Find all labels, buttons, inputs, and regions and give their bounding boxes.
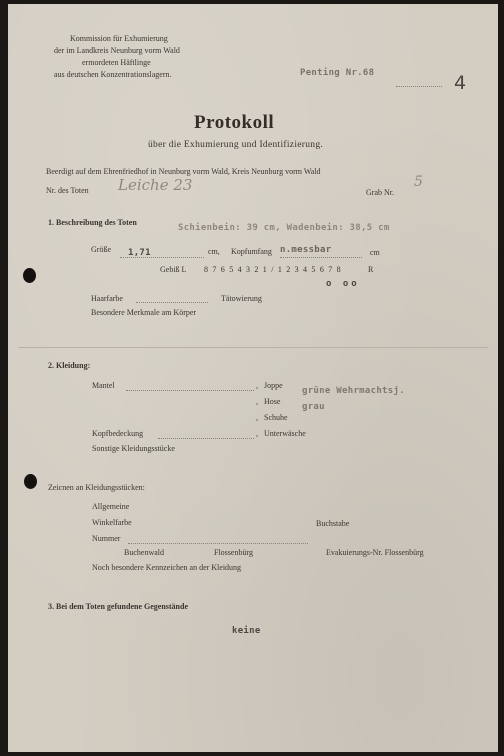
- underwear-label: Unterwäsche: [264, 429, 306, 438]
- section1-heading: 1. Beschreibung des Toten: [48, 218, 137, 227]
- org-line-4: aus deutschen Konzentrationslagern.: [54, 70, 172, 79]
- height-label: Größe: [91, 245, 111, 254]
- letter-label: Buchstabe: [316, 519, 350, 528]
- comma-1: ,: [256, 381, 258, 390]
- teeth-label: Gebiß L: [160, 265, 187, 274]
- teeth-numbers: 8 7 6 5 4 3 2 1 / 1 2 3 4 5 6 7 8: [204, 265, 342, 274]
- trousers-value: grau: [302, 402, 325, 412]
- comma-3: ,: [256, 413, 258, 422]
- dead-nr-label: Nr. des Toten: [46, 186, 89, 195]
- comma-2: ,: [256, 397, 258, 406]
- org-line-2: der im Landkreis Neunburg vorm Wald: [54, 46, 180, 55]
- stamp-reference: Penting Nr.68: [300, 68, 375, 78]
- page-number: 4: [454, 72, 467, 94]
- hair-color-label: Haarfarbe: [91, 294, 123, 303]
- org-line-3: ermordeten Häftlinge: [82, 58, 151, 67]
- burial-text: Beerdigt auf dem Ehrenfriedhof in Neunburg vorm Wald, Kreis Neunburg vorm Wald: [46, 167, 321, 176]
- head-circumference-value: n.messbar: [280, 245, 332, 255]
- head-circumference-label: Kopfumfang: [231, 247, 272, 256]
- punch-hole-lower: [24, 474, 37, 489]
- height-line: [120, 257, 204, 258]
- punch-hole-upper: [23, 268, 36, 283]
- hair-line: [136, 302, 208, 303]
- page-subtitle: über die Exhumierung und Identifizierung.: [148, 140, 324, 150]
- height-unit: cm,: [208, 247, 220, 256]
- page-title: Protokoll: [194, 112, 275, 133]
- head-line: [280, 257, 362, 258]
- coat-label: Mantel: [92, 381, 115, 390]
- grave-nr-label: Grab Nr.: [366, 188, 394, 197]
- document-page: [8, 4, 498, 752]
- grave-nr-value: 5: [414, 174, 423, 190]
- comma-4: ,: [256, 429, 258, 438]
- special-marks-label: Besondere Merkmale am Körper: [91, 308, 197, 317]
- typed-bone-measurements: Schienbein: 39 cm, Wadenbein: 38,5 cm: [178, 223, 390, 233]
- evacuation-nr-label: Evakuierungs-Nr. Flossenbürg: [326, 548, 424, 557]
- section2-heading: 2. Kleidung:: [48, 361, 91, 370]
- other-clothing-label: Sonstige Kleidungsstücke: [92, 444, 175, 453]
- dead-nr-value: Leiche 23: [118, 176, 193, 194]
- tattoo-label: Tätowierung: [221, 294, 262, 303]
- stamp-dots: [396, 86, 442, 87]
- hat-label: Kopfbedeckung: [92, 429, 144, 438]
- section3-heading: 3. Bei dem Toten gefundene Gegenstände: [48, 602, 189, 611]
- number-label: Nummer: [92, 534, 121, 543]
- flossenburg-label: Flossenbürg: [214, 548, 253, 557]
- buchenwald-label: Buchenwald: [124, 548, 164, 557]
- height-value: 1,71: [128, 248, 151, 258]
- coat-line: [126, 390, 254, 391]
- signs-heading: Zeicnen an Kleidungsstücken:: [48, 483, 145, 492]
- found-items-value: keine: [232, 626, 261, 636]
- general-label: Allgemeine: [92, 502, 130, 511]
- section-divider: [18, 347, 488, 348]
- trousers-label: Hose: [264, 397, 281, 406]
- org-line-1: Kommission für Exhumierung: [70, 34, 168, 43]
- head-unit: cm: [370, 248, 380, 257]
- teeth-marks: o oo: [326, 279, 360, 289]
- shoes-label: Schuhe: [264, 413, 288, 422]
- number-line: [128, 543, 308, 544]
- angle-color-label: Winkelfarbe: [92, 518, 132, 527]
- jacket-value: grüne Wehrmachtsj.: [302, 386, 405, 396]
- teeth-r: R: [368, 265, 374, 274]
- jacket-label: Joppe: [264, 381, 283, 390]
- hat-line: [158, 438, 254, 439]
- other-marks-label: Noch besondere Kennzeichen an der Kleidung: [92, 563, 242, 572]
